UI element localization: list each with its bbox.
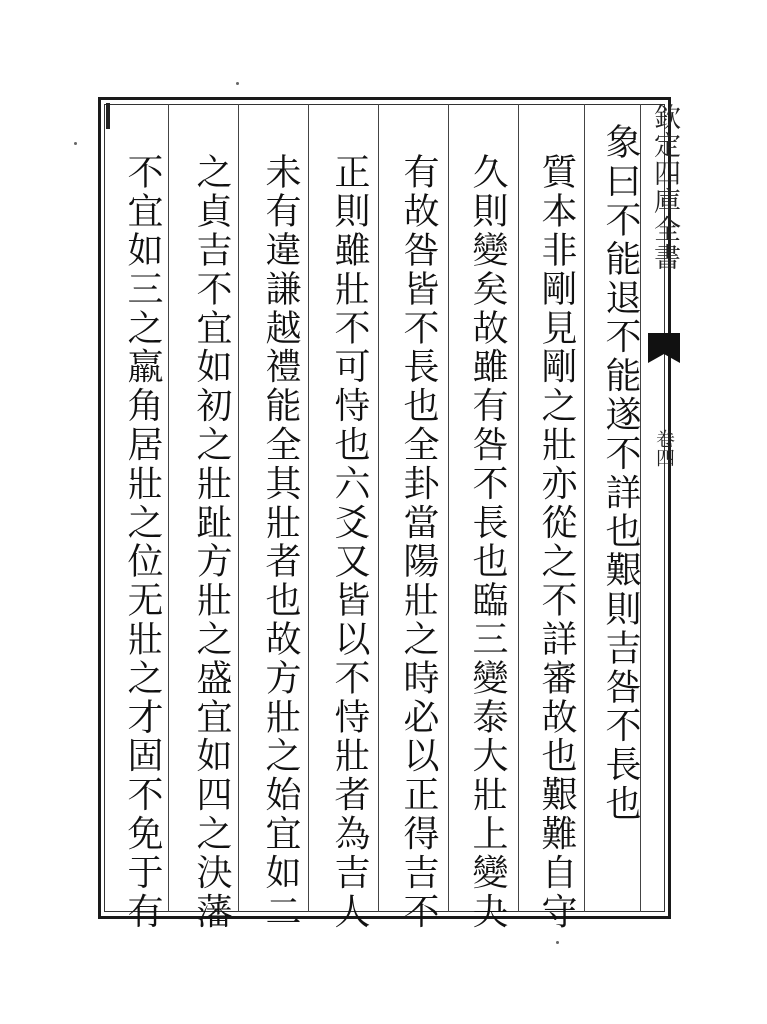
column-rule [584, 104, 585, 912]
scan-speck [74, 142, 77, 145]
text-column-7: 之貞吉不宜如初之壯趾方壯之盛宜如四之決藩 [191, 153, 232, 931]
column-rule [378, 104, 379, 912]
fold-margin [640, 97, 690, 919]
text-column-4: 有故咎皆不長也全卦當陽壯之時必以正得吉不 [398, 153, 439, 931]
scan-speck [556, 941, 559, 944]
scan-speck [236, 82, 239, 85]
column-rule [308, 104, 309, 912]
text-column-5: 正則雖壯不可恃也六爻又皆以不恃壯者為吉人 [329, 153, 370, 931]
column-rule [518, 104, 519, 912]
volume-label: 卷四 [653, 429, 675, 467]
border-mark [106, 103, 110, 129]
text-column-8: 不宜如三之羸角居壯之位无壯之才固不免于有 [122, 153, 163, 931]
book-page [92, 97, 690, 931]
column-rule [448, 104, 449, 912]
text-column-2: 質本非剛見剛之壯亦從之不詳審故也艱難自守 [536, 153, 577, 931]
text-column-6: 未有違謙越禮能全其壯者也故方壯之始宜如二 [260, 153, 301, 931]
book-title: 欽定四庫全書 [649, 103, 680, 271]
fishtail-mark-icon [648, 333, 680, 363]
text-column-3: 久則變矣故雖有咎不長也臨三變泰大壯上變夬 [467, 153, 508, 931]
text-column-1: 象曰不能退不能遂不詳也艱則吉咎不長也 [600, 123, 641, 824]
